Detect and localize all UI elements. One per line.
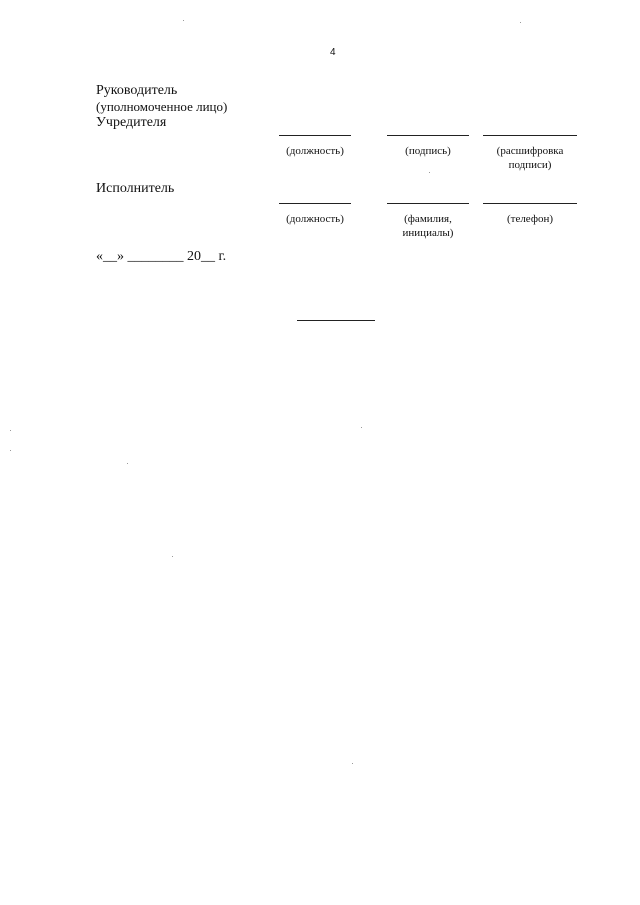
head-position-line [279, 135, 351, 136]
executor-name-line [387, 203, 469, 204]
scan-speck [10, 430, 11, 431]
scan-speck [361, 427, 362, 428]
executor-position-line [279, 203, 351, 204]
executor-position-caption: (должность) [286, 213, 344, 225]
executor-label: Исполнитель [96, 181, 175, 196]
scan-speck [10, 450, 11, 451]
head-position-caption: (должность) [286, 145, 344, 157]
scan-speck [520, 22, 521, 23]
founder-label: Учредителя [96, 115, 167, 130]
head-decoding-caption-line-2: подписи) [508, 159, 552, 171]
head-decoding-caption [480, 144, 580, 172]
scan-speck [429, 172, 430, 173]
executor-name-caption-line-2: инициалы) [402, 227, 454, 239]
page-number: 4 [330, 47, 336, 58]
date-line: «__» ________ 20__ г. [96, 249, 227, 264]
scan-speck [352, 763, 353, 764]
scan-speck [172, 556, 173, 557]
scan-speck [183, 20, 184, 21]
executor-name-caption-line-1: (фамилия, [404, 213, 452, 225]
head-decoding-line [483, 135, 577, 136]
authorized-person-label: (уполномоченное лицо) [96, 99, 228, 114]
head-signature-line [387, 135, 469, 136]
executor-name-caption [383, 212, 473, 240]
head-decoding-caption-line-1: (расшифровка [496, 145, 564, 157]
executor-phone-caption: (телефон) [506, 213, 554, 225]
scan-speck [127, 463, 128, 464]
head-label: Руководитель [96, 83, 178, 98]
head-signature-caption: (подпись) [405, 145, 451, 157]
executor-phone-line [483, 203, 577, 204]
end-rule [297, 320, 375, 321]
